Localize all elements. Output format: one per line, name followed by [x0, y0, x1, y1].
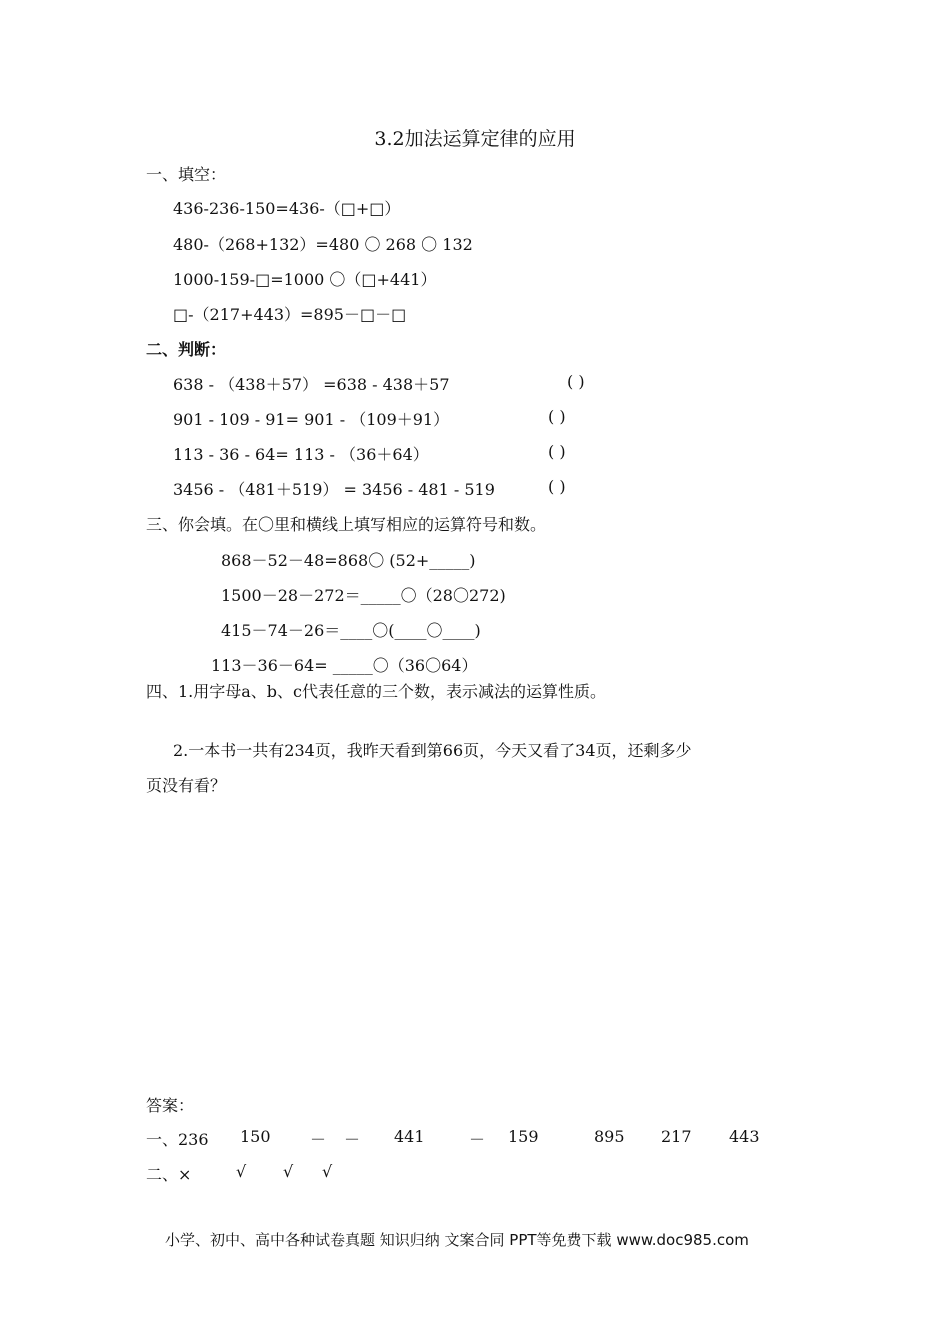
section2-answer-blank-3: ( )	[548, 442, 566, 461]
section1-item-3: 1000-159-□=1000 〇（□+441）	[173, 270, 437, 289]
answers-row2-value: √	[236, 1162, 247, 1181]
section3-heading: 三、你会填。在〇里和横线上填写相应的运算符号和数。	[146, 515, 547, 534]
section3-item-1: 868－52－48=868〇 (52+_____)	[221, 551, 476, 570]
answers-row2-value: √	[283, 1162, 294, 1181]
section2-item-4: 3456 - （481＋519） = 3456 - 481 - 519	[173, 480, 495, 499]
answers-row1-value: 217	[661, 1127, 692, 1146]
answers-row1-value: 895	[594, 1127, 625, 1146]
answers-row1-value: －	[469, 1130, 486, 1149]
section2-answer-blank-1: ( )	[567, 372, 585, 391]
answers-row1-label: 一、236	[146, 1130, 209, 1149]
section4-question-1: 四、1.用字母a、b、c代表任意的三个数，表示减法的运算性质。	[146, 682, 607, 701]
section3-item-2: 1500－28－272＝_____〇（28〇272)	[221, 586, 506, 605]
section3-item-4: 113－36－64= _____〇（36〇64）	[211, 656, 478, 675]
answers-row1-value: 441	[394, 1127, 425, 1146]
section2-item-2: 901 - 109 - 91= 901 - （109＋91）	[173, 410, 450, 429]
section4-question-2-line-2: 页没有看？	[146, 776, 227, 795]
answers-row1-value: －	[310, 1130, 327, 1149]
section1-item-1: 436-236-150=436-（□+□）	[173, 199, 401, 218]
answers-row2-value: √	[322, 1162, 333, 1181]
section2-answer-blank-2: ( )	[548, 407, 566, 426]
page-title: 3.2加法运算定律的应用	[374, 128, 576, 150]
section1-heading: 一、填空：	[146, 165, 227, 184]
section2-item-3: 113 - 36 - 64= 113 - （36＋64）	[173, 445, 429, 464]
section3-item-3: 415－74－26＝____〇(____〇____)	[221, 621, 481, 640]
answers-row1-value: 159	[508, 1127, 539, 1146]
section2-item-1: 638 - （438＋57） =638 - 438＋57	[173, 375, 450, 394]
answers-row1-value: 443	[729, 1127, 760, 1146]
section4-question-2-line-1: 2.一本书一共有234页，我昨天看到第66页，今天又看了34页，还剩多少	[173, 741, 692, 760]
section1-item-4: □-（217+443）=895－□－□	[173, 305, 407, 324]
section1-item-2: 480-（268+132）=480 〇 268 〇 132	[173, 235, 473, 254]
section2-heading: 二、判断：	[146, 340, 227, 359]
footer-text: 小学、初中、高中各种试卷真题 知识归纳 文案合同 PPT等免费下载 www.doc985.com	[165, 1231, 749, 1249]
answers-row1-value: 150	[240, 1127, 271, 1146]
answers-row2-label: 二、×	[146, 1165, 192, 1184]
answers-row1-value: －	[344, 1130, 361, 1149]
answers-heading: 答案：	[146, 1096, 195, 1115]
section2-answer-blank-4: ( )	[548, 477, 566, 496]
